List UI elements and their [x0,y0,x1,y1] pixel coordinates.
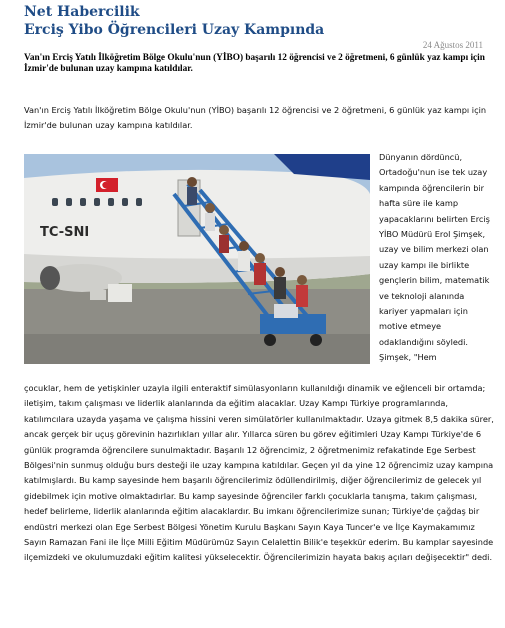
article-paragraph: Dünyanın dördüncü, Ortadoğu'nun ise tek uzay kampında öğrencilerin bir hafta süre ile kamp yapacaklarını belirten Erciş YİBO Müdürü Erol Şimşek, uzay ve bilim merkezi olan uzay kampı ile birlikte gençlerin bilim, matematik ve teknoloji alanında kariyer yapmaları için motive etmeye odaklandığını söyledi. Şimşek, "Hem [379,152,490,363]
article-lead: Van'ın Erciş Yatılı İlköğretim Bölge Okulu'nun (YİBO) başarılı 12 öğrencisi ve 2 öğretmeni, 6 günlük yaz kampı için İzmir'de bulunan uzay kampına katıldılar. [24,53,485,74]
article-photo [24,154,370,364]
aircraft-registration-label: TC-SNI [40,225,90,240]
article-date: 24 Ağustos 2011 [422,40,483,50]
article-side-column [379,150,495,366]
article-title: Erciş Yibo Öğrencileri Uzay Kampında [24,22,325,38]
article-paragraph: Van'ın Erciş Yatılı İlköğretim Bölge Okulu'nun (YİBO) başarılı 12 öğrencisi ve 2 öğretmeni, 6 günlük yaz kampı için İzmir'de bulunan uzay kampına katıldılar. [24,105,487,131]
airplane-boarding-photo [24,154,370,364]
site-title: Net Habercilik [24,4,140,20]
article-paragraph: çocuklar, hem de yetişkinler uzayla ilgili enteraktif simülasyonların kullanıldığı dinamik ve eğlenceli bir ortamda; iletişim, takım çalışması ve liderlik alanlarında da eğitim alacaklar. Uzay Kampı Türkiye programlarında, katılımcılara uzayda yaşama ve çalışma hissini veren simülatörler kullanılmaktadır. Uzaya gitmek 8,5 dakika sürer, ancak gerçek bir uçuş görevinin hazırlıkları yıllar alır. Yıllarca süren bu görev eğitimleri Uzay Kampı Türkiye'de 6 günlük programda öğrencilere sunulmaktadır. Başarılı 12 öğrencimiz, 2 öğretmenimiz refakatinde Ege Serbest Bölgesi'nin sunmuş olduğu burs desteği ile uzay kampına katıldılar. Geçen yıl da yine 12 öğrencimiz uzay kampına katılmışlardı. Bu kamp sayesinde hem başarılı öğrencilerimiz ödüllendirilmiş, diğer öğrencilerimiz de gelecek yıl gidebilmek için motive olmaktadırlar. Bu kamp sayesinde öğrenciler farklı çocuklarla tanışma, takım çalışması, hedef belirleme, liderlik alanlarında eğitim alacaklardır. Bu imkanı öğrencilerimize sunan; Türkiye'de çağdaş bir endüstri merkezi olan Ege Serbest Bölgesi Yönetim Kurulu Başkanı Sayın Kaya Tuncer'e ve İlçe Kaymakamımız Sayın Ramazan Fani ile İlçe Milli Eğitim Müdürümüz Sayın Celalettin Bilik'e teşekkür ederim. Bu kamplar sayesinde ilçemizdeki ve okulumuzdaki eğitim kalitesi yükselecektir. Öğrencilerimizin hayata bakış açıları değişecektir" dedi. [24,383,494,563]
